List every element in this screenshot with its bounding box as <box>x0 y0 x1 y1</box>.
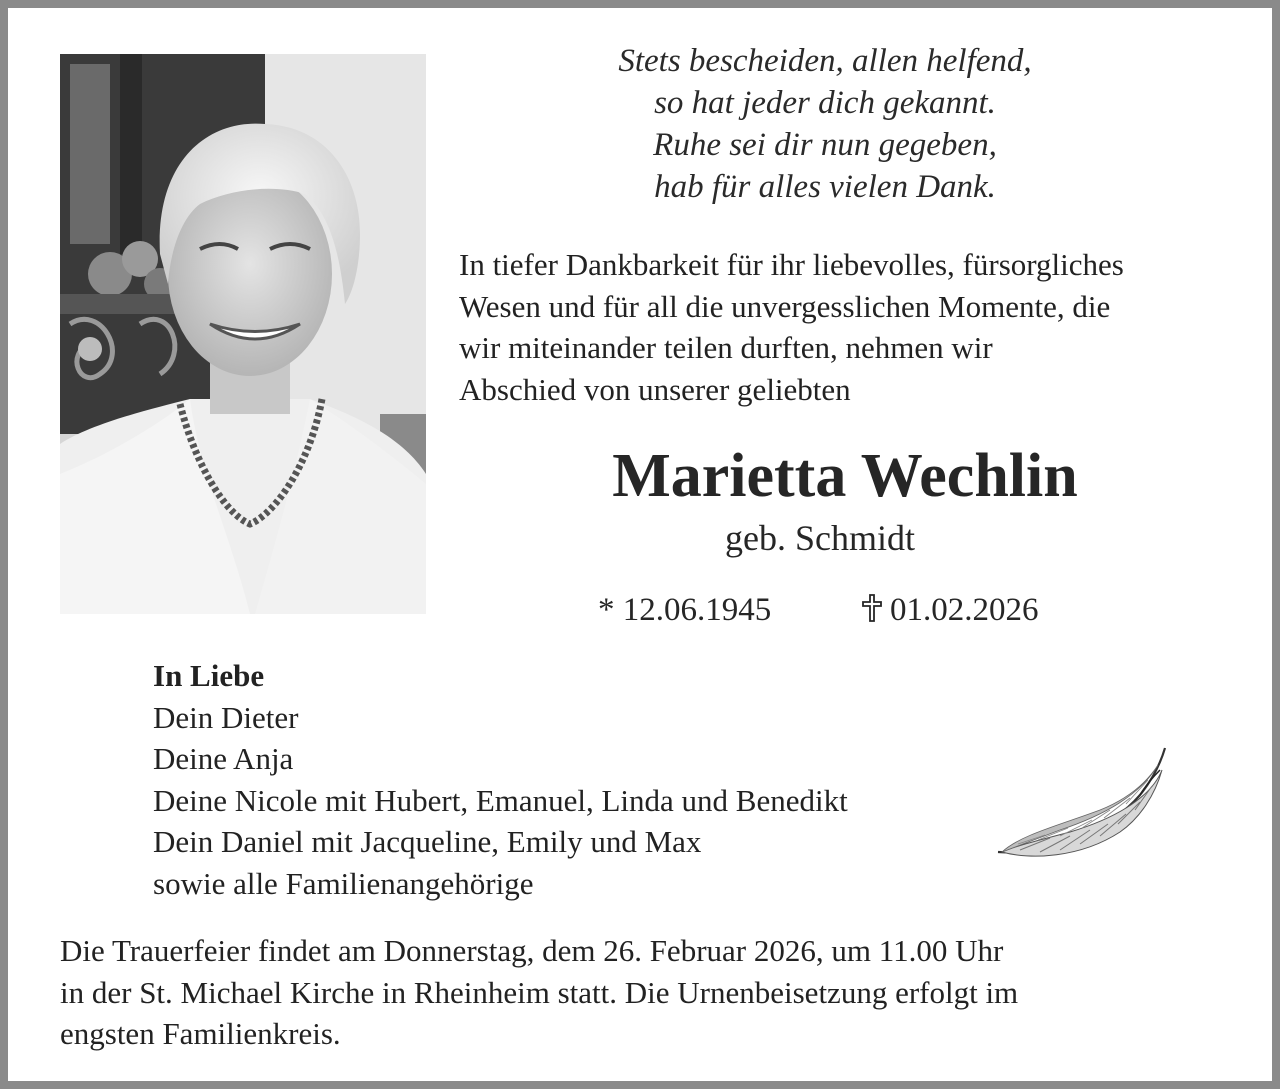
intro-line: In tiefer Dankbarkeit für ihr liebevolles, fürsorgliches <box>459 247 1124 282</box>
family-line: Dein Dieter <box>153 699 299 735</box>
poem-line: hab für alles vielen Dank. <box>654 169 996 205</box>
memorial-poem <box>520 40 1130 208</box>
intro-line: wir miteinander teilen durften, nehmen wir <box>459 330 993 365</box>
family-lead: In Liebe <box>153 658 265 693</box>
family-line: Deine Anja <box>153 741 294 776</box>
birth-date: * 12.06.1945 <box>598 592 772 628</box>
deceased-name: Marietta Wechlin <box>612 442 1078 510</box>
family-line: Dein Daniel mit Jacqueline, Emily und Max <box>153 824 702 859</box>
poem-line: so hat jeder dich gekannt. <box>654 85 996 121</box>
service-line: engsten Familienkreis. <box>60 1016 341 1051</box>
service-line: in der St. Michael Kirche in Rheinheim statt. Die Urnenbeisetzung erfolgt im <box>60 974 1019 1010</box>
feather-icon <box>990 740 1190 880</box>
service-info <box>60 930 1260 1055</box>
family-line: Deine Nicole mit Hubert, Emanuel, Linda und Benedikt <box>153 782 848 818</box>
death-date: 01.02.2026 <box>890 592 1039 628</box>
intro-text <box>459 244 1259 410</box>
family-signature <box>153 655 1003 904</box>
life-dates <box>598 588 1098 632</box>
portrait-photo <box>60 54 426 614</box>
maiden-name: geb. Schmidt <box>725 518 915 558</box>
service-line: Die Trauerfeier findet am Donnerstag, dem 26. Februar 2026, um 11.00 Uhr <box>60 933 1004 968</box>
intro-line: Abschied von unserer geliebten <box>459 371 851 407</box>
intro-line: Wesen und für all die unvergesslichen Momente, die <box>459 288 1111 324</box>
poem-line: Ruhe sei dir nun gegeben, <box>653 127 997 163</box>
latin-cross-icon <box>860 593 884 623</box>
poem-line: Stets bescheiden, allen helfend, <box>618 43 1032 79</box>
family-line: sowie alle Familienangehörige <box>153 865 534 901</box>
death-date-group <box>860 588 1039 632</box>
